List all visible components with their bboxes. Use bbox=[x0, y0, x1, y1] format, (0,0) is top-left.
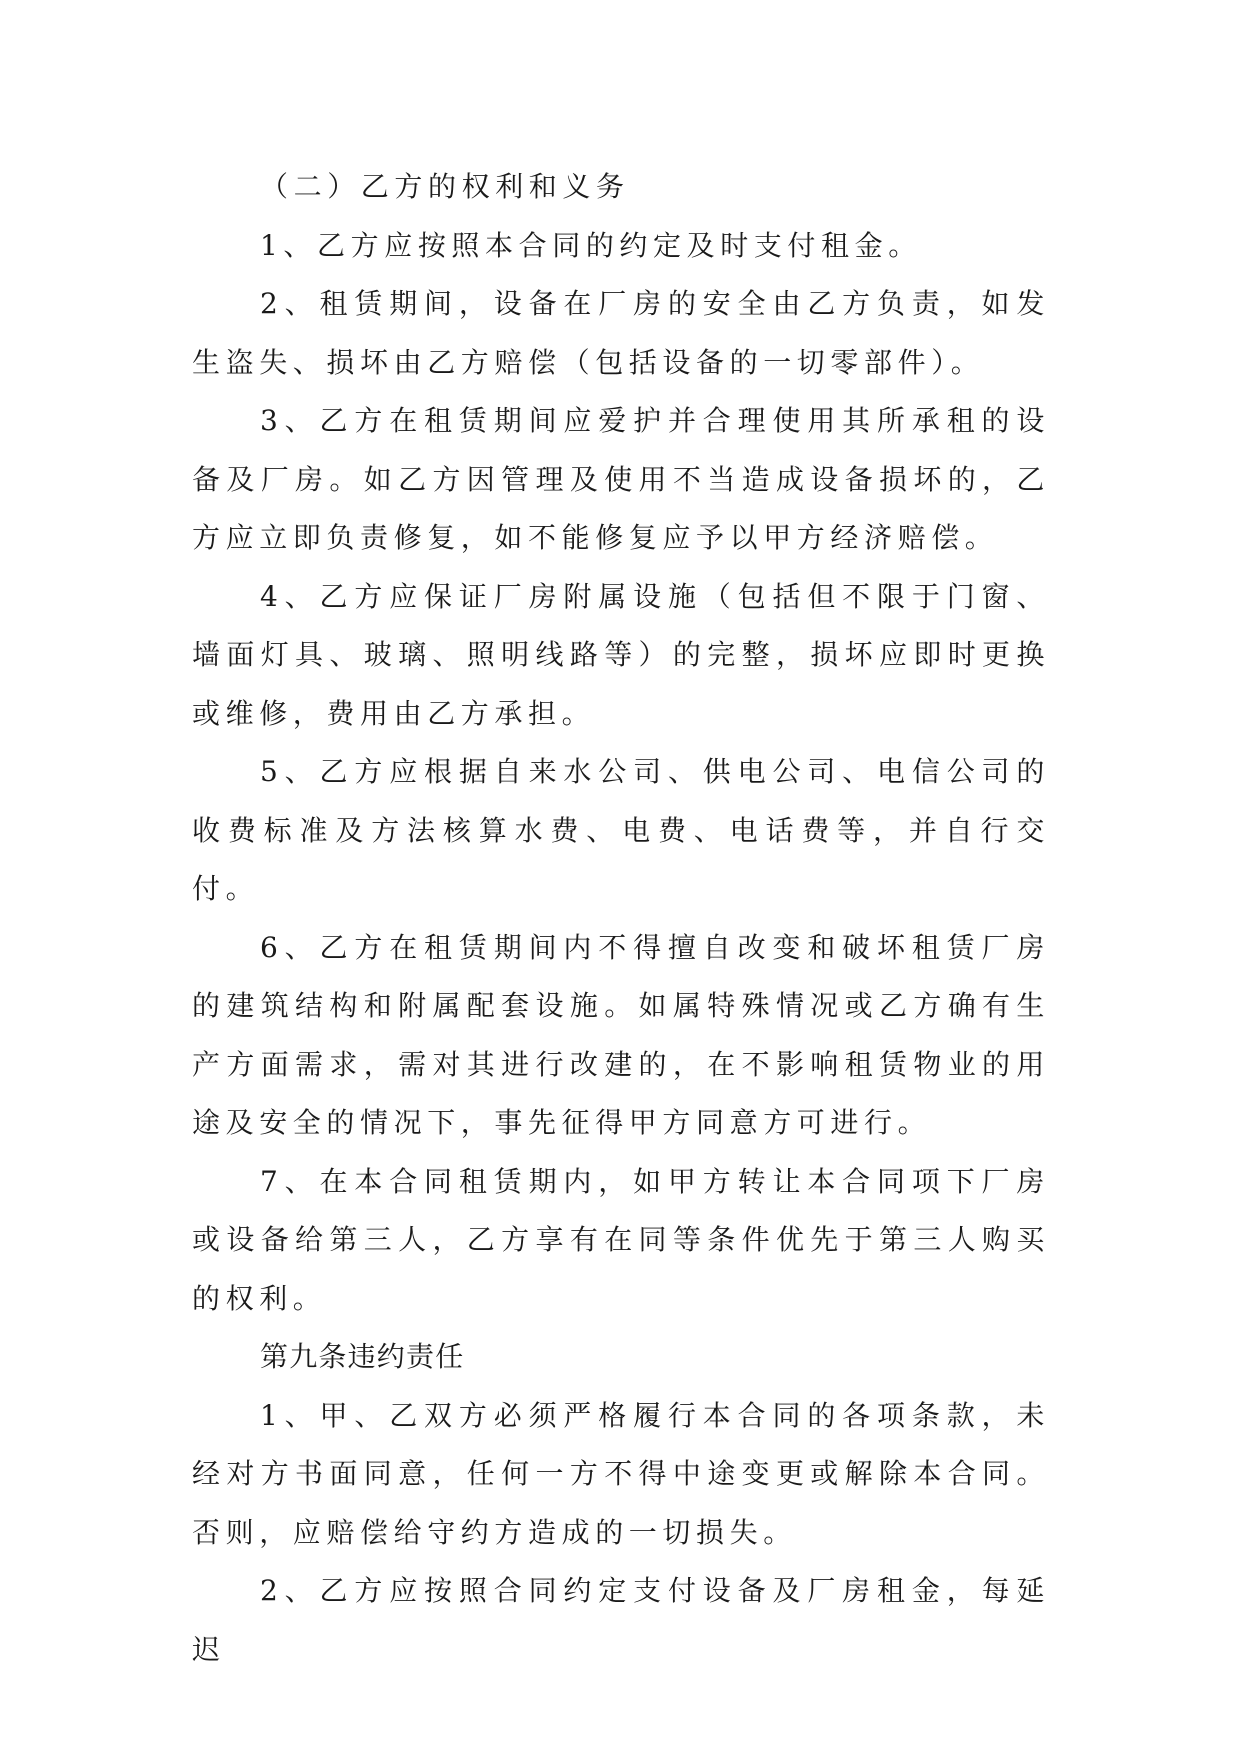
clause-6-structure-changes: 6、乙方在租赁期间内不得擅自改变和破坏租赁厂房的建筑结构和附属配套设施。如属特殊情况或乙方确有生产方面需求，需对其进行改建的，在不影响租赁物业的用途及安全的情况下，事先征得甲方同意方可进行。 bbox=[192, 930, 1050, 1139]
clause-7-right-of-first-refusal: 7、在本合同租赁期内，如甲方转让本合同项下厂房或设备给第三人，乙方享有在同等条件优先于第三人购买的权利。 bbox=[192, 1164, 1050, 1315]
clause-1-rent-payment: 1、乙方应按照本合同的约定及时支付租金。 bbox=[260, 228, 922, 262]
clause-5-utility-fees: 5、乙方应根据自来水公司、供电公司、电信公司的收费标准及方法核算水费、电费、电话费等，并自行交付。 bbox=[192, 755, 1050, 905]
article-9-heading: 第九条违约责任 bbox=[260, 1340, 465, 1373]
clause-2-equipment-safety: 2、租赁期间，设备在厂房的安全由乙方负责，如发生盗失、损坏由乙方赔偿（包括设备的一切零部件）。 bbox=[192, 287, 1050, 379]
document-body bbox=[192, 158, 1050, 1679]
clause-3-care-and-use: 3、乙方在租赁期间应爱护并合理使用其所承租的设备及厂房。如乙方因管理及使用不当造成设备损坏的，乙方应立即负责修复，如不能修复应予以甲方经济赔偿。 bbox=[192, 404, 1050, 554]
section-heading-party-b-rights: （二）乙方的权利和义务 bbox=[260, 170, 630, 203]
article-9-clause-1: 1、甲、乙双方必须严格履行本合同的各项条款，未经对方书面同意，任何一方不得中途变更或解除本合同。否则，应赔偿给守约方造成的一切损失。 bbox=[192, 1398, 1050, 1549]
article-9-clause-2: 2、乙方应按照合同约定支付设备及厂房租金，每延迟 bbox=[192, 1574, 1050, 1666]
clause-4-ancillary-facilities: 4、乙方应保证厂房附属设施（包括但不限于门窗、墙面灯具、玻璃、照明线路等）的完整，损坏应即时更换或维修，费用由乙方承担。 bbox=[192, 579, 1050, 730]
